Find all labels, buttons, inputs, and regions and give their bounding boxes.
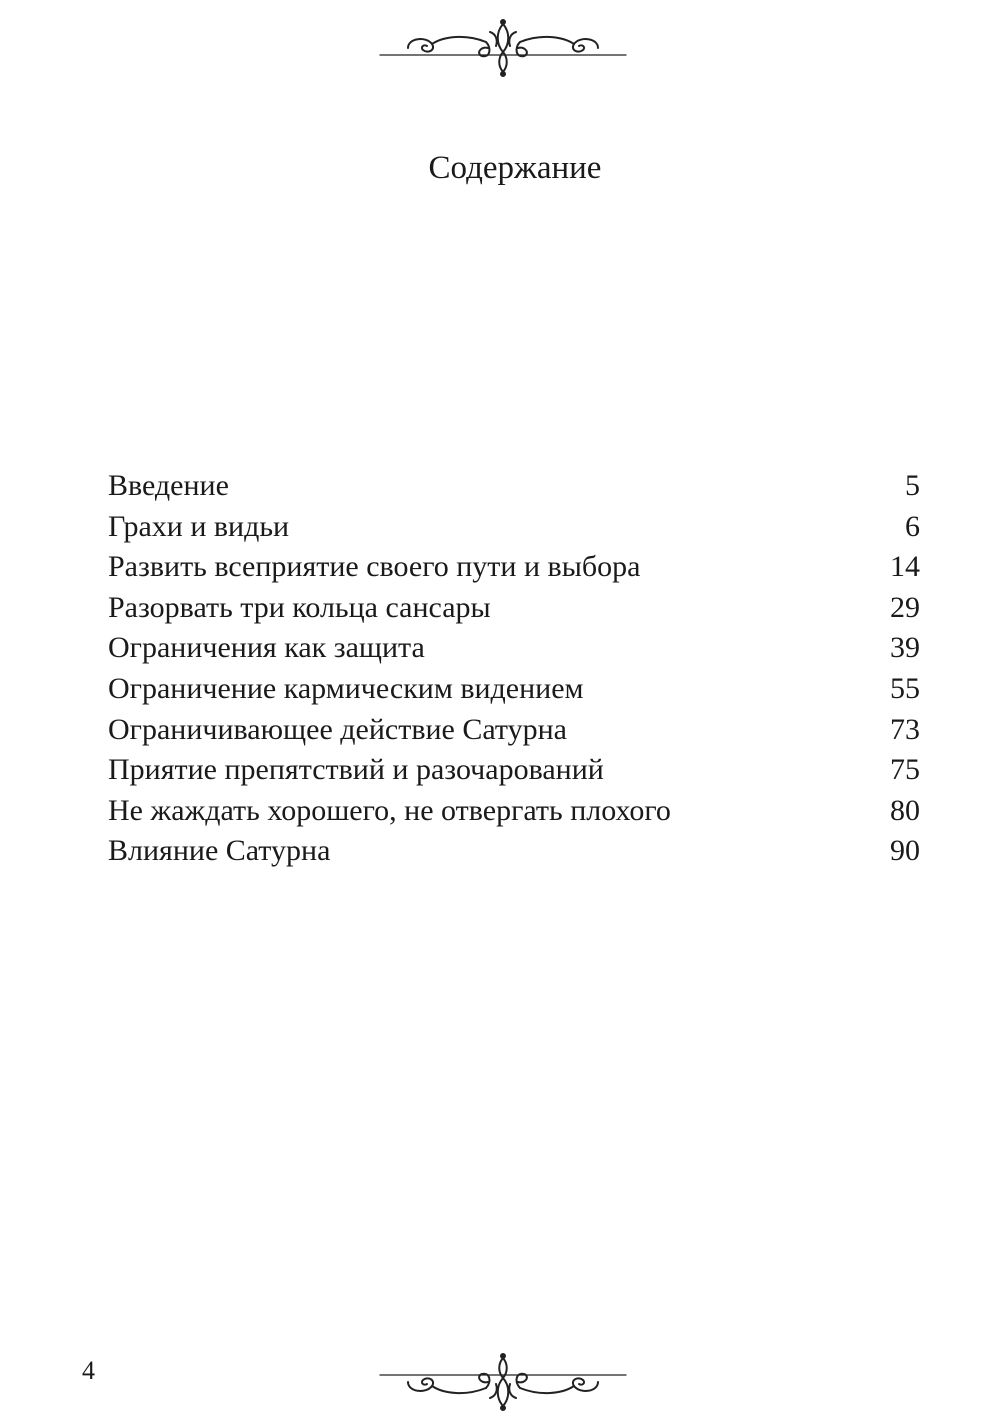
toc-entry-label: Ограничивающее действие Сатурна: [108, 712, 567, 746]
toc-entry[interactable]: [108, 507, 920, 548]
toc-entry-page: 73: [890, 712, 920, 746]
toc-entry-label: Введение: [108, 469, 229, 502]
toc-entry-label: Влияние Сатурна: [108, 834, 331, 868]
toc-entry-label: Грахи и видьи: [108, 509, 290, 543]
toc-entry-page: 39: [890, 631, 920, 665]
flourish-divider-icon: [378, 1352, 628, 1412]
toc-entry-label: Ограничения как защита: [108, 631, 425, 665]
toc-entry-page: 29: [890, 590, 920, 624]
toc-entry[interactable]: [108, 547, 920, 588]
page-title: Содержание: [428, 150, 602, 186]
page-number: 4: [82, 1356, 95, 1385]
toc-entry[interactable]: [108, 791, 920, 832]
toc-entry-label: Не жаждать хорошего, не отвергать плохого: [108, 793, 671, 827]
toc-entry-label: Приятие препятствий и разочарований: [108, 753, 604, 787]
toc-entry-label: Развить всеприятие своего пути и выбора: [108, 550, 641, 584]
flourish-divider-icon: [378, 18, 628, 78]
toc-entry-page: 90: [890, 834, 920, 868]
toc-entry-page: 55: [890, 671, 920, 705]
toc-entry[interactable]: [108, 669, 920, 710]
toc-entry[interactable]: [108, 831, 920, 872]
toc-entry-label: Ограничение кармическим видением: [108, 671, 584, 705]
toc-entry[interactable]: [108, 466, 920, 507]
table-of-contents: [108, 466, 920, 872]
toc-entry-page: 75: [890, 753, 920, 787]
toc-entry-page: 6: [905, 509, 920, 543]
toc-entry[interactable]: [108, 628, 920, 669]
toc-entry-label: Разорвать три кольца сансары: [108, 590, 491, 624]
toc-entry[interactable]: [108, 750, 920, 791]
toc-entry-page: 80: [890, 793, 920, 827]
toc-entry[interactable]: [108, 710, 920, 751]
toc-entry[interactable]: [108, 588, 920, 629]
toc-entry-page: 5: [905, 469, 920, 502]
toc-entry-page: 14: [890, 550, 920, 584]
